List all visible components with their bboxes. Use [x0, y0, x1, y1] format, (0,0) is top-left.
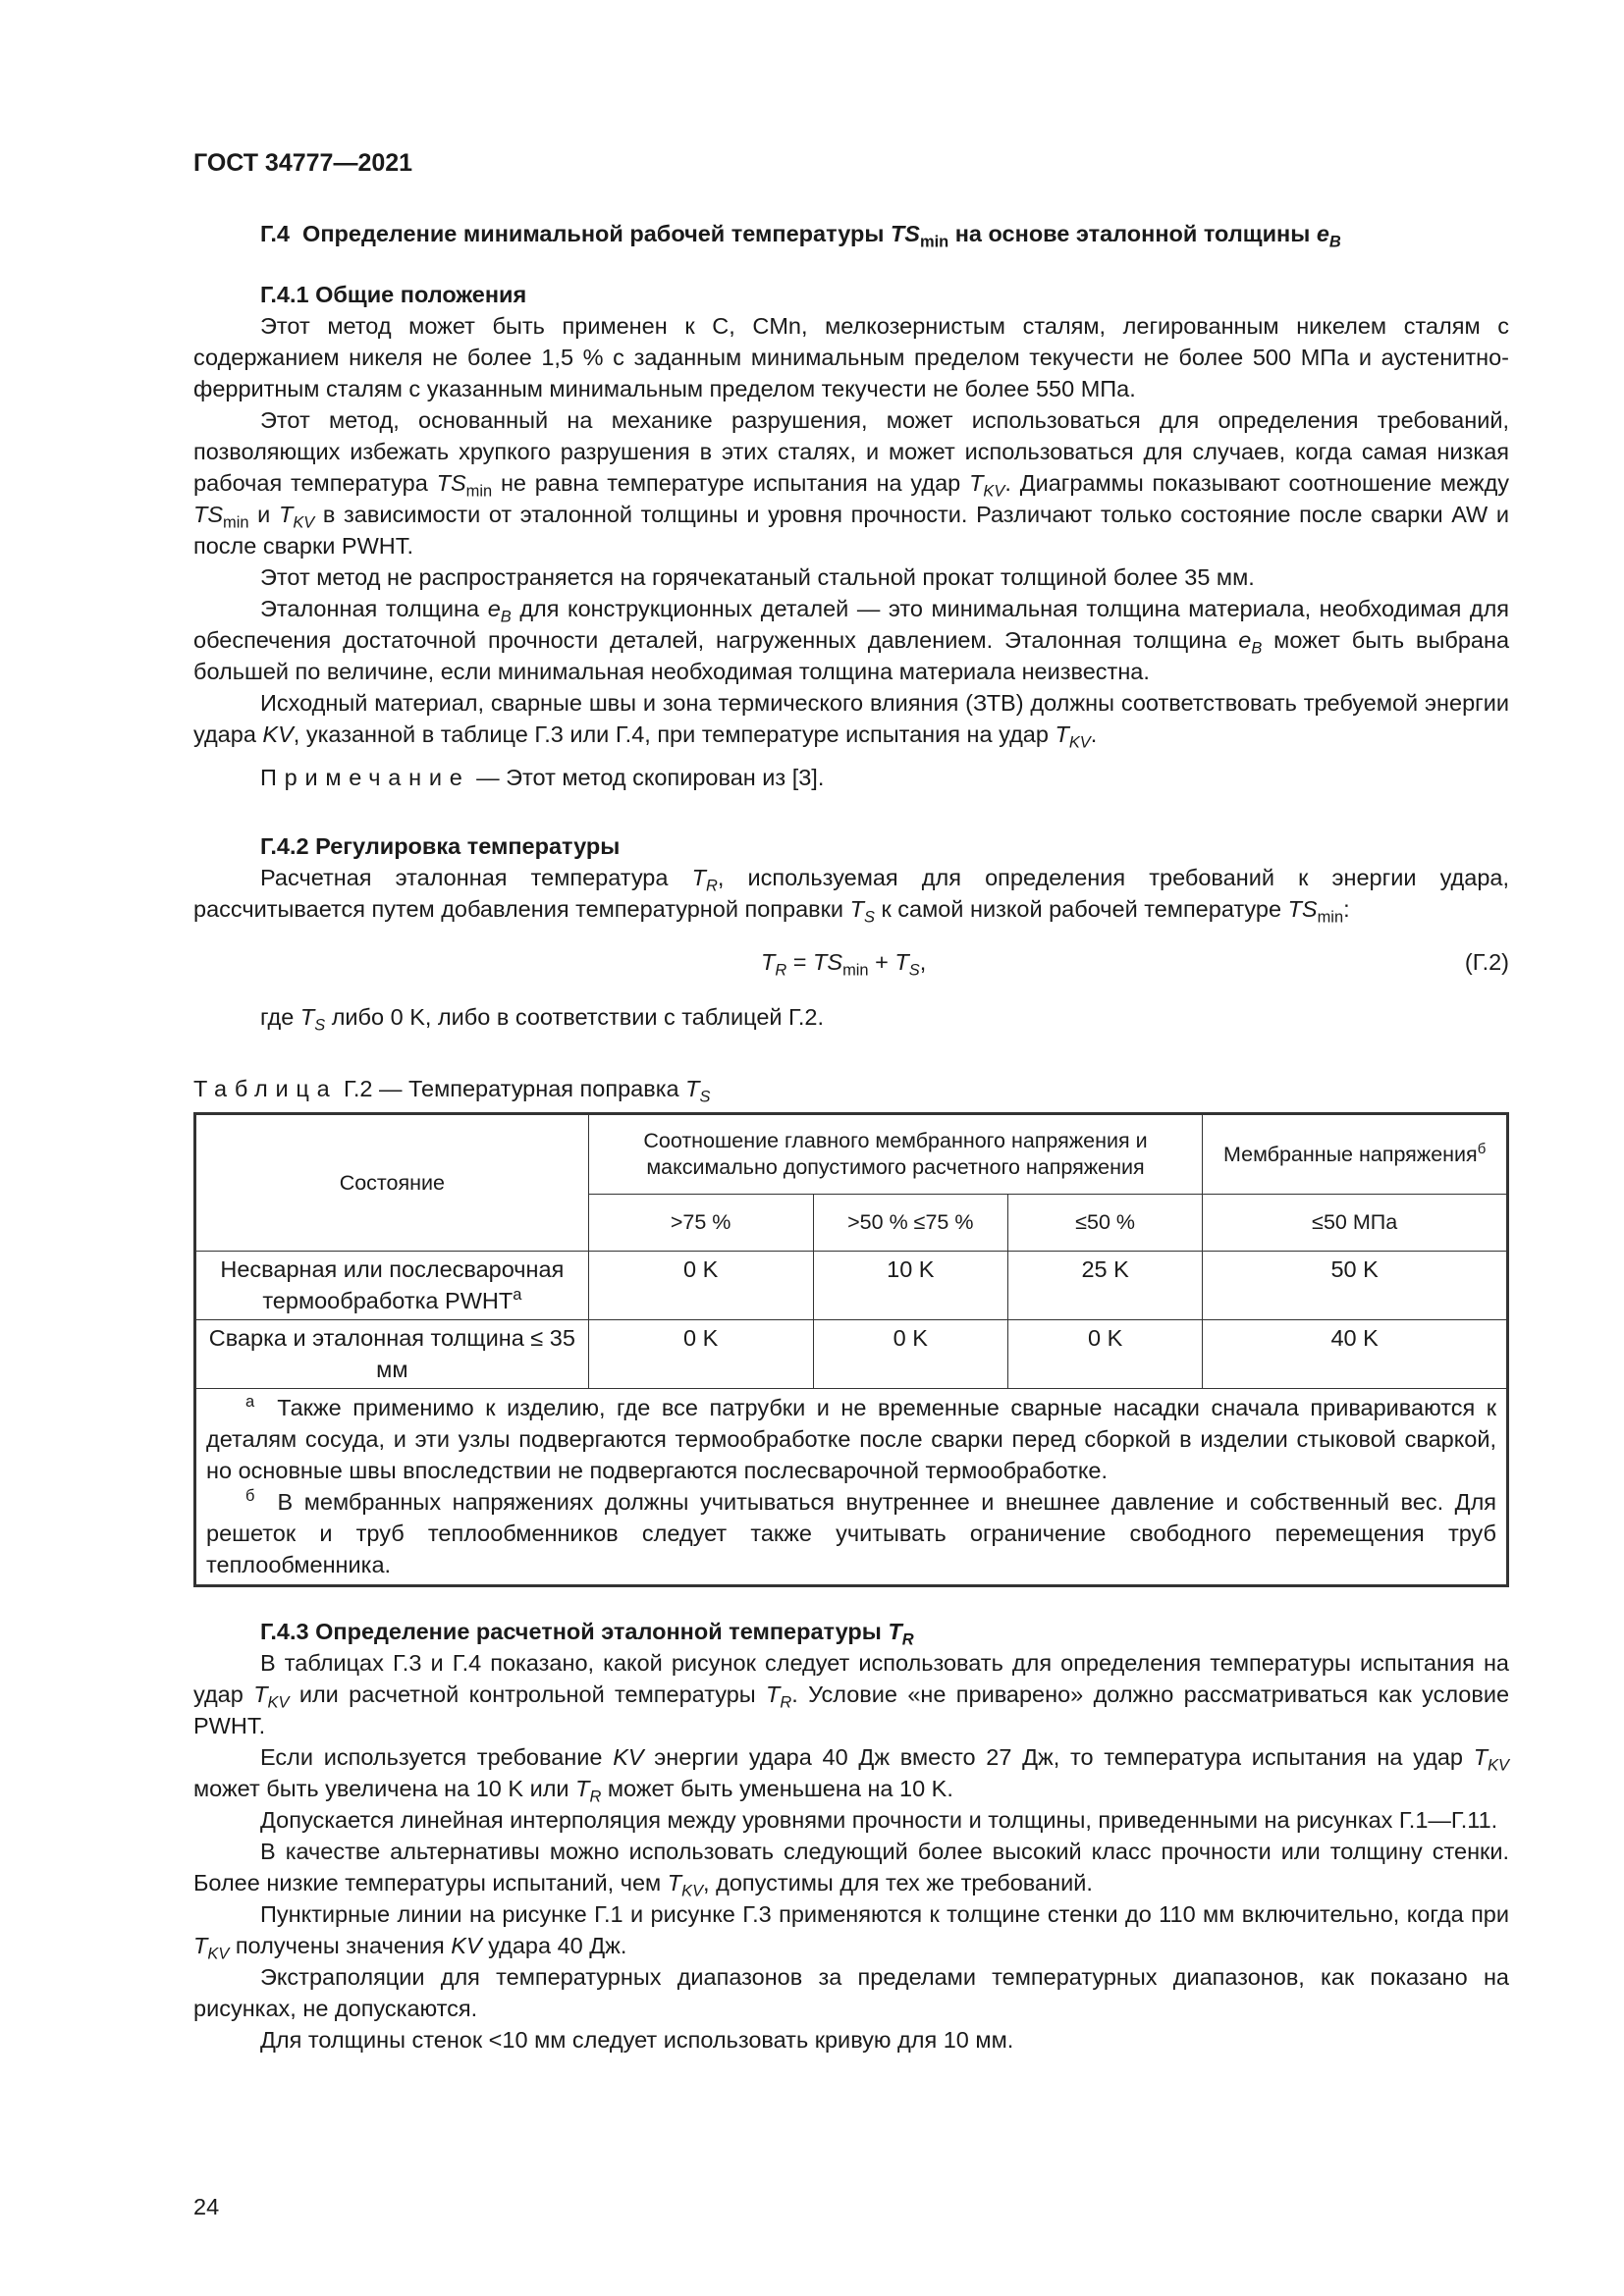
paragraph: Экстраполяции для температурных диапазонов за пределами температурных диапазонов, как показано на рисунках, не допускаются. [193, 1964, 1509, 2021]
paragraph: В таблицах Г.3 и Г.4 показано, какой рисунок следует использовать для определения температуры испытания на удар $T_{KV}$ или расчетной контрольной температуры $T_R$. Условие «не приварено» должно рассматриваться как условие PWHT. [193, 1650, 1510, 1738]
paragraph: Этот метод, основанный на механике разрушения, может использоваться для определения требований, позволяющих избежать хрупкого разрушения в этих сталях, и может использоваться для случаев, когда самая низкая рабочая температура $TS_{min}$ не равна температуре испытания на удар $T_{KV}$. Диаграммы показывают соотношение между $TS_{min}$ и $T_{KV}$ в зависимости от эталонной толщины и уровня прочности. Различают только состояние после сварки AW и после сварки PWHT. [193, 407, 1510, 559]
section-g41 [193, 279, 1509, 793]
table-g2-block [193, 1073, 1509, 1587]
section-title: Определение минимальной рабочей температуры [302, 221, 885, 246]
section-number: Г.4 [260, 221, 290, 246]
header-membrane: Мембранные напряжения$^б$ [1203, 1114, 1508, 1195]
equation-formula: $T_R = TS_{min} + T_S$, [761, 949, 927, 980]
paragraph: Этот метод не распространяется на горячекатаный стальной прокат толщиной более 35 мм. [260, 564, 1255, 590]
paragraph: Если используется требование KV энергии удара 40 Дж вместо 27 Дж, то температура испытания на удар $T_{KV}$ может быть увеличена на 10 K или $T_R$ может быть уменьшена на 10 K. [193, 1744, 1510, 1806]
paragraph: Допускается линейная интерполяция между уровнями прочности и толщины, приведенными на рисунках Г.1—Г.11. [260, 1807, 1498, 1833]
temperature-correction-table: Состояние Соотношение главного мембранного напряжения и максимально допустимого расчетного напряжения Мембранные напряжения$^б$ >75 % >50 % ≤75 % ≤50 % ≤50 МПа Несварная или послесварочная термообработка $PWHT^а$ 0 K 10 K 25 K 50 K Сварка и эталонная толщина ≤ 35 мм 0 K 0 K 0 K 40 K $^а$ Также применимо к изделию, где все патрубки и не временные сварные насадки сначала привариваются к деталям сосуда, и эти узлы подвергаются термообработке после сварки перед сборкой в изделии стыковой сваркой, но основные швы впоследствии не подвергаются послесварочной термообработке. $^б$ В мембранных напряжениях должны учитываться внутреннее и внешнее давление и собственный вес. Для решеток и труб теплообменников следует также учитывать ограничение свободного перемещения труб теплообменника. [193, 1112, 1509, 1587]
header-state: Состояние [195, 1114, 589, 1252]
paragraph: Для толщины стенок <10 мм следует использовать кривую для 10 мм. [260, 2027, 1014, 2053]
paragraph: Этот метод может быть применен к C, CMn, мелкозернистым сталям, легированным никелем сталям с содержанием никеля не более 1,5 % с заданным минимальным пределом текучести не более 500 МПа и аустенитно-ферритным сталям с указанным минимальным пределом текучести не более 550 МПа. [193, 313, 1509, 401]
paragraph: Исходный материал, сварные швы и зона термического влияния (ЗТВ) должны соответствовать требуемой энергии удара KV, указанной в таблице Г.3 или Г.4, при температуре испытания на удар $T_{KV}$. [193, 690, 1509, 752]
footnote-b: $^б$ В мембранных напряжениях должны учитываться внутреннее и внешнее давление и собственный вес. Для решеток и труб теплообменников следует также учитывать ограничение свободного перемещения труб теплообменника. [206, 1487, 1497, 1577]
paragraph: Пунктирные линии на рисунке Г.1 и рисунке Г.3 применяются к толщине стенки до 110 мм включительно, когда при $T_{KV}$ получены значения KV удара 40 Дж. [193, 1901, 1509, 1963]
table-row: Несварная или послесварочная термообработка $PWHT^а$ 0 K 10 K 25 K 50 K [195, 1252, 1508, 1320]
section-g42 [193, 830, 1509, 1033]
note: Примечание — Этот метод скопирован из [3]. [260, 765, 825, 790]
section-g43 [193, 1616, 1509, 2056]
subsection-title: Г.4.3 Определение расчетной эталонной температуры $T_R$ [260, 1619, 914, 1649]
paragraph: В качестве альтернативы можно использовать следующий более высокий класс прочности или толщину стенки. Более низкие температуры испытаний, чем $T_{KV}$, допустимы для тех же требований. [193, 1839, 1509, 1900]
table-caption: Таблица Г.2 — Температурная поправка $T_S$ [193, 1076, 711, 1106]
equation-number: (Г.2) [1464, 949, 1509, 975]
document-id-header: ГОСТ 34777—2021 [193, 149, 413, 177]
table-footnotes [195, 1389, 1508, 1586]
subsection-title: Г.4.1 Общие положения [260, 282, 527, 307]
footnote-a: $^а$ Также применимо к изделию, где все патрубки и не временные сварные насадки сначала привариваются к деталям сосуда, и эти узлы подвергаются термообработке после сварки перед сборкой в изделии стыковой сваркой, но основные швы впоследствии не подвергаются послесварочной термообработке. [206, 1393, 1497, 1483]
table-row: Сварка и эталонная толщина ≤ 35 мм 0 K 0 K 0 K 40 K [195, 1320, 1508, 1389]
paragraph: Расчетная эталонная температура $T_R$, используемая для определения требований к энергии удара, рассчитывается путем добавления температурной поправки $T_S$ к самой низкой рабочей температуре $TS_{min}$: [193, 865, 1510, 927]
section-g4-heading: Г.4 Определение минимальной рабочей температуры $TS_{min}$ на основе эталонной толщины $e_B$ [260, 221, 1341, 251]
paragraph: Эталонная толщина $e_B$ для конструкционных деталей — это минимальная толщина материала, необходимая для обеспечения достаточной прочности деталей, нагруженных давлением. Эталонная толщина $e_B$ может быть выбрана большей по величине, если минимальная необходимая толщина материала неизвестна. [193, 596, 1510, 684]
page-number: 24 [193, 2194, 220, 2219]
subsection-title: Г.4.2 Регулировка температуры [260, 833, 621, 859]
paragraph: где $T_S$ либо 0 K, либо в соответствии с таблицей Г.2. [260, 1004, 825, 1035]
equation-g2 [193, 946, 1509, 980]
header-stress-ratio: Соотношение главного мембранного напряжения и максимально допустимого расчетного напряжения [588, 1114, 1203, 1195]
